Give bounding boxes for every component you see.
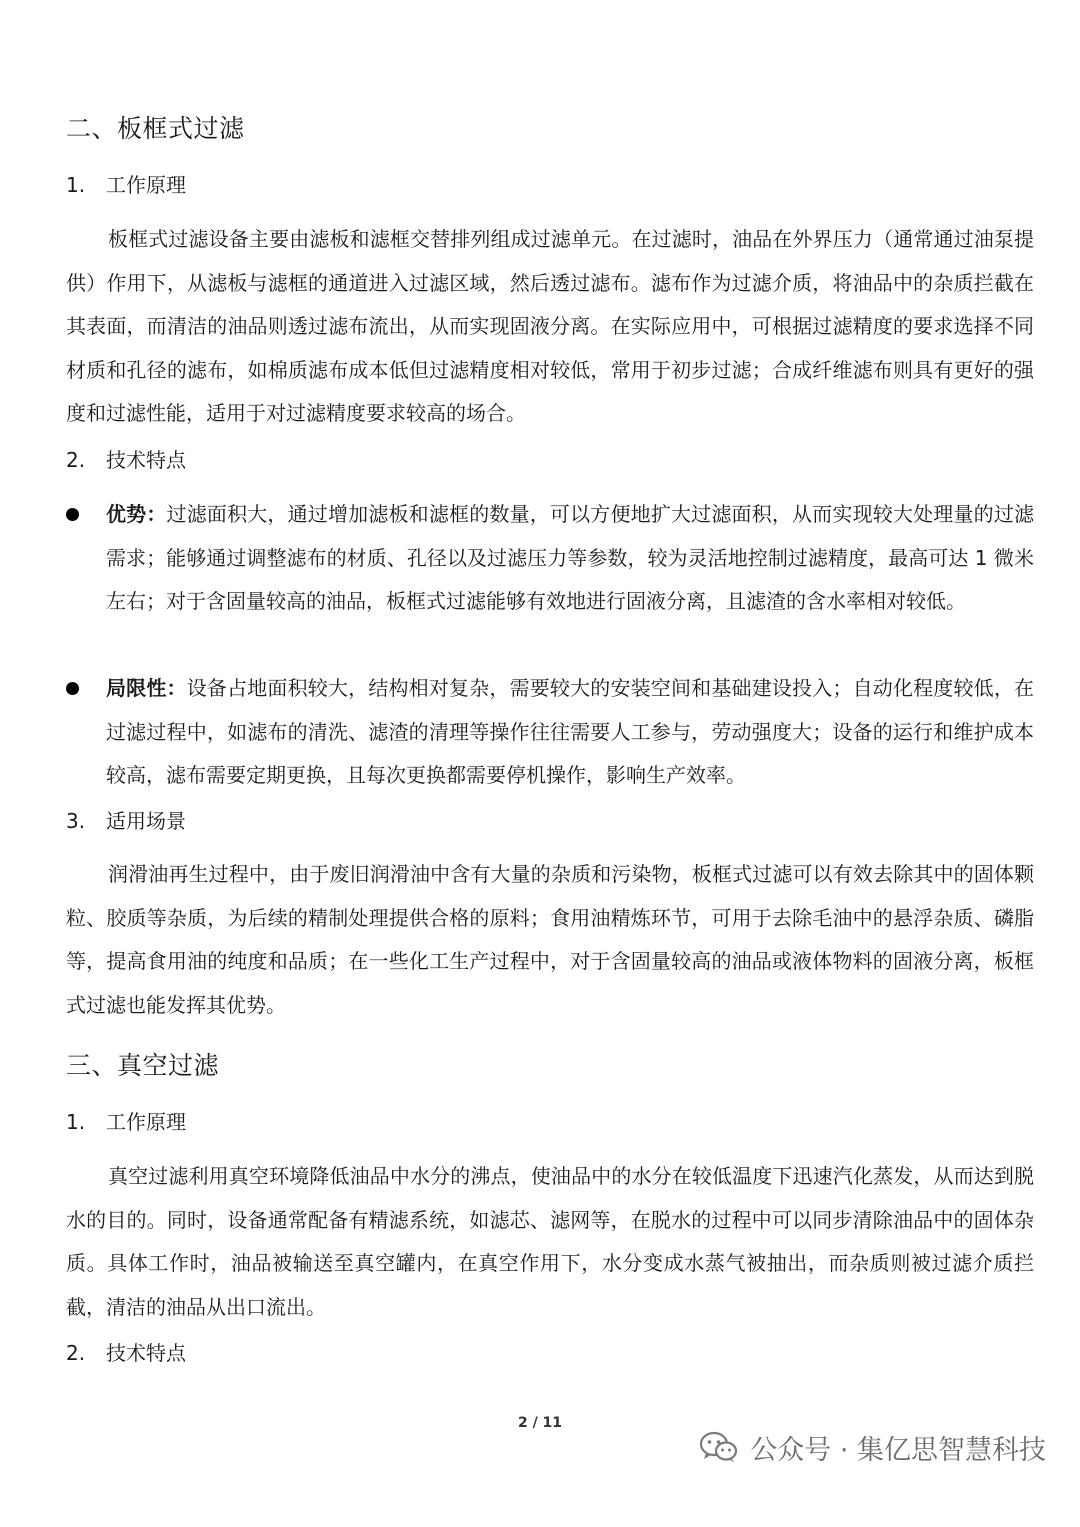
numbered-item: 2. 技术特点: [66, 1341, 186, 1365]
numbered-item: 3. 适用场景: [66, 809, 186, 833]
paragraph: 润滑油再生过程中，由于废旧润滑油中含有大量的杂质和污染物，板框式过滤可以有效去除其中的固体颗粒、胶质等杂质，为后续的精制处理提供合格的原料；食用油精炼环节，可用于去除毛油中的悬浮杂质、磷脂等，提高食用油的纯度和品质；在一些化工生产过程中，对于含固量较高的油品或液体物料的固液分离，板框式过滤也能发挥其优势。: [66, 862, 1034, 1017]
numbered-item: 1. 工作原理: [66, 1110, 186, 1134]
numbered-item: 2. 技术特点: [66, 448, 186, 472]
bullet-item: 优势：过滤面积大，通过增加滤板和滤框的数量，可以方便地扩大过滤面积，从而实现较大处理量的过滤需求；能够通过调整滤布的材质、孔径以及过滤压力等参数，较为灵活地控制过滤精度，最高可达 1 微米左右；对于含固量较高的油品，板框式过滤能够有效地进行固液分离，且滤渣的含水率相对较低。: [66, 493, 1034, 624]
wechat-icon: [700, 1431, 738, 1463]
section-heading: 三、真空过滤: [66, 1051, 220, 1080]
bullet-dot-icon: [66, 682, 79, 695]
bullet-item: 局限性：设备占地面积较大，结构相对复杂，需要较大的安装空间和基础建设投入；自动化程度较低，在过滤过程中，如滤布的清洗、滤渣的清理等操作往往需要人工参与，劳动强度大；设备的运行和维护成本较高，滤布需要定期更换，且每次更换都需要停机操作，影响生产效率。: [66, 667, 1034, 798]
page-number: 2 / 11: [517, 1415, 563, 1431]
paragraph: 板框式过滤设备主要由滤板和滤框交替排列组成过滤单元。在过滤时，油品在外界压力（通常通过油泵提供）作用下，从滤板与滤框的通道进入过滤区域，然后透过滤布。滤布作为过滤介质，将油品中的杂质拦截在其表面，而清洁的油品则透过滤布流出，从而实现固液分离。在实际应用中，可根据过滤精度的要求选择不同材质和孔径的滤布，如棉质滤布成本低但过滤精度相对较低，常用于初步过滤；合成纤维滤布则具有更好的强度和过滤性能，适用于对过滤精度要求较高的场合。: [66, 227, 1034, 425]
numbered-item: 1. 工作原理: [66, 173, 186, 197]
paragraph: 真空过滤利用真空环境降低油品中水分的沸点，使油品中的水分在较低温度下迅速汽化蒸发，从而达到脱水的目的。同时，设备通常配备有精滤系统，如滤芯、滤网等，在脱水的过程中可以同步清除油品中的固体杂质。具体工作时，油品被输送至真空罐内，在真空作用下，水分变成水蒸气被抽出，而杂质则被过滤介质拦截，清洁的油品从出口流出。: [66, 1164, 1034, 1319]
watermark: 公众号 · 集亿思智慧科技: [700, 1425, 1046, 1469]
bullet-dot-icon: [66, 508, 79, 521]
section-heading: 二、板框式过滤: [66, 114, 245, 143]
